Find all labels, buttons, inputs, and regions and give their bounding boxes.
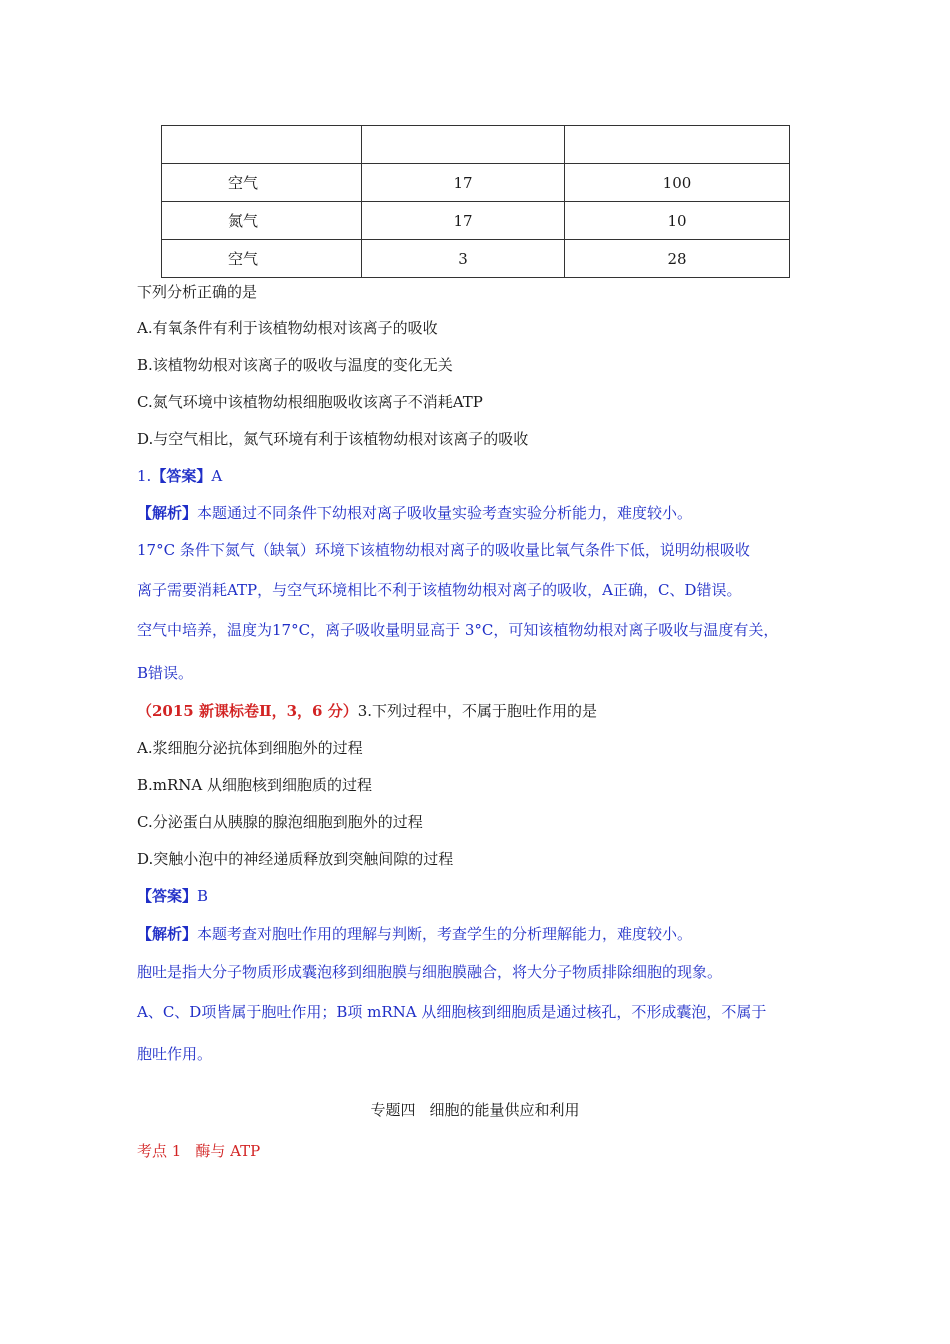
table-cell: 氮气 bbox=[162, 202, 362, 240]
option-c: C.氮气环境中该植物幼根细胞吸收该离子不消耗ATP bbox=[137, 393, 483, 411]
option-a: A.有氧条件有利于该植物幼根对该离子的吸收 bbox=[137, 319, 438, 337]
answer-line bbox=[137, 886, 208, 906]
analysis-tag: 【解析】 bbox=[137, 504, 198, 522]
analysis-intro: 本题考查对胞吐作用的理解与判断，考查学生的分析理解能力，难度较小。 bbox=[197, 925, 693, 943]
table-row bbox=[162, 240, 790, 278]
answer-tag: 【答案】 bbox=[137, 887, 198, 905]
table-cell bbox=[565, 126, 790, 164]
table-row bbox=[162, 164, 790, 202]
section-title bbox=[0, 1100, 950, 1120]
option-b: B.mRNA 从细胞核到细胞质的过程 bbox=[137, 776, 373, 794]
option-d: D.突触小泡中的神经递质释放到突触间隙的过程 bbox=[137, 850, 454, 868]
analysis-line: 离子需要消耗ATP，与空气环境相比不利于该植物幼根对离子的吸收，A正确，C、D错误。 bbox=[137, 581, 742, 599]
topic-number: 考点 1 bbox=[137, 1142, 182, 1160]
section-title-left: 专题四 bbox=[370, 1101, 416, 1119]
analysis-line: 17°C 条件下氮气（缺氧）环境下该植物幼根对离子的吸收量比氧气条件下低，说明幼根吸收 bbox=[137, 541, 750, 559]
question-prompt: 下列分析正确的是 bbox=[137, 283, 258, 301]
analysis-line: 空气中培养，温度为17°C，离子吸收量明显高于 3°C，可知该植物幼根对离子吸收与温度有关， bbox=[137, 621, 779, 639]
topic-heading bbox=[137, 1141, 260, 1161]
option-d: D.与空气相比，氮气环境有利于该植物幼根对该离子的吸收 bbox=[137, 430, 529, 448]
table-cell: 空气 bbox=[162, 164, 362, 202]
answer-value: A bbox=[211, 467, 223, 485]
table-cell: 空气 bbox=[162, 240, 362, 278]
table-cell: 17 bbox=[362, 202, 565, 240]
table-cell bbox=[362, 126, 565, 164]
analysis-line: B错误。 bbox=[137, 664, 194, 682]
analysis-line: 胞吐是指大分子物质形成囊泡移到细胞膜与细胞膜融合，将大分子物质排除细胞的现象。 bbox=[137, 963, 723, 981]
analysis-intro: 本题通过不同条件下幼根对离子吸收量实验考查实验分析能力，难度较小。 bbox=[197, 504, 693, 522]
answer-value: B bbox=[197, 887, 209, 905]
topic-title: 酶与 ATP bbox=[195, 1142, 261, 1160]
ion-absorption-table bbox=[161, 125, 790, 278]
question-2-stem-line bbox=[137, 701, 597, 721]
analysis-intro-line bbox=[137, 503, 692, 523]
question-stem: 3.下列过程中，不属于胞吐作用的是 bbox=[357, 702, 598, 720]
table-row bbox=[162, 126, 790, 164]
table-row bbox=[162, 202, 790, 240]
table-cell: 3 bbox=[362, 240, 565, 278]
answer-line bbox=[137, 466, 222, 486]
table-cell: 28 bbox=[565, 240, 790, 278]
section-title-right: 细胞的能量供应和利用 bbox=[429, 1101, 580, 1119]
option-b: B.该植物幼根对该离子的吸收与温度的变化无关 bbox=[137, 356, 453, 374]
answer-tag: 【答案】 bbox=[151, 467, 212, 485]
table-cell: 100 bbox=[565, 164, 790, 202]
analysis-tag: 【解析】 bbox=[137, 925, 198, 943]
analysis-line: 胞吐作用。 bbox=[137, 1045, 213, 1063]
table-cell bbox=[162, 126, 362, 164]
table-cell: 10 bbox=[565, 202, 790, 240]
question-source: （2015 新课标卷Ⅱ，3，6 分） bbox=[137, 702, 358, 720]
analysis-line: A、C、D项皆属于胞吐作用；B项 mRNA 从细胞核到细胞质是通过核孔，不形成囊泡，不属于 bbox=[137, 1003, 767, 1021]
table-cell: 17 bbox=[362, 164, 565, 202]
analysis-intro-line bbox=[137, 924, 692, 944]
option-a: A.浆细胞分泌抗体到细胞外的过程 bbox=[137, 739, 363, 757]
option-c: C.分泌蛋白从胰腺的腺泡细胞到胞外的过程 bbox=[137, 813, 423, 831]
answer-prefix: 1. bbox=[137, 467, 152, 485]
